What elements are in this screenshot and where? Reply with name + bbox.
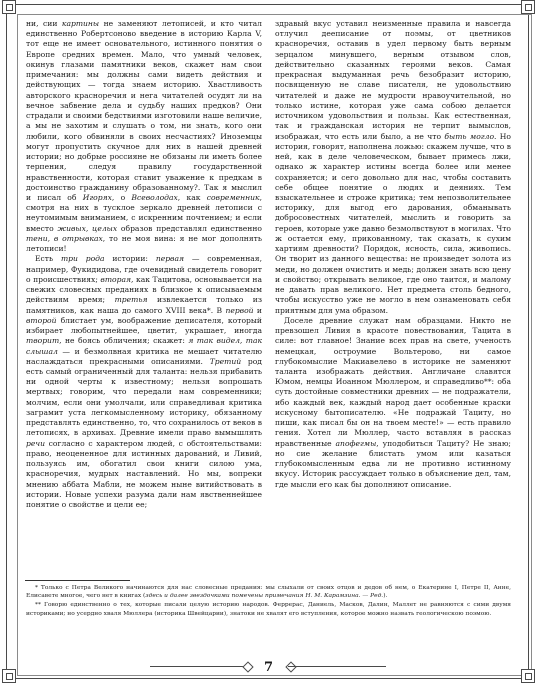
italic-run: картины [61,19,100,28]
footnotes [26,584,511,619]
text-run: ** Говорю единственно о тех, которые писали целую историю народов. Феррерас, Даниель, Масков, Далин, Маллет не равняются с сими двумя историками; но усердно хваля Мюллера (историка Швейцарии), знатоки не хвалят его вступления, которое можно назвать геологическою поэмою. [26,602,511,617]
text-run: блистает ум, воображение деписателя, который избирает любопытнейшее, цветит, украшает, иногда [26,315,262,336]
text-run: согласно с характером людей, с обстоятельствами: право, неоцененное для истинных дарований, и Ливий, пользуясь им, обогатил свои книги силою ума, красноречия, мудрых наставлений. Но мы, вопреки мнению аббата Мабли, не можем ныне витийствовать в истории. Новые успехи разума дали нам явственнейшее понятие о свойстве и цели ее; [26,438,262,510]
corner-ornament-top-right [521,0,535,14]
italic-run: творит [26,336,60,346]
text-run: * Только с Петра Великого начинаются для нас словесные предания: мы слыхали от своих отцов и дедов об нем, о Екатерине I, Петре II, Анне, Елисавете многое, чего нет в книгах ( [26,585,511,600]
text-run: здравый вкус уставил неизменные правила и навсегда отлучил дееписание от поэмы, от цветников красноречия, оставив в удел первому быть верным зерцалом минувшего, верным отзывом слов, действительно сказанных героями веков. Самая прекрасная выдуманная речь безобразит историю, посвященную не славе писателя, не удовольствию читателей и даже не мудрости нравоучительной, но только истине, которая уже сама собою делается источником удовольствия и пользы. Как естественная, так и гражданская история не терпит вымыслов, изображая, что есть или было, а не что [275,19,511,141]
italic-run: речи [26,438,45,448]
paragraph [26,254,262,510]
page-number: 7 [263,660,274,675]
italic-run: апофегмы [335,438,377,448]
text-run: , то не моя вина: я не мог дополнять летописи! [26,233,262,254]
paragraph [26,601,511,617]
text-run: не заменяют летописей, и кто читал единственно Робертсоново введение в историю Карла V, тот еще не имеет основательного, истинного понятия о Европе средних времен. Мало, что умный человек, окинув глазами памятники веков, скажет нам свои примечания: мы должны сами видеть действия и действующих — тогда знаем историю. Хвастливость авторского красноречия и нега читателей осудят ли на вечное забвение дела и судьбу наших предков? Они страдали и своими бедствиями изготовили наше величие, а мы не захотим и слушать о том, ни знать, кого они любили, кого обвиняли в своих несчастиях? Иноземцы могут пропустить скучное для них в нашей древней истории; но добрые россияне не обязаны ли иметь более терпения, следуя правилу государственной нравственности, которая ставит уважение к предкам в достоинство гражданину образованному?. Так я мыслил и писал об [26,19,262,202]
text-run: , не боясь обличения; скажет: [59,336,189,346]
text-run: род есть самый ограниченный для таланта: нельзя прибавить ни одной черты к известному; нельзя вопрошать мертвых; говорим, что передали нам современники; молчим, если они умолчали, или справедливая критика заграмит уста легкомысленному историку, обязанному представлять единственно, то, что сохранилось от веков в летописях, в архивах. Древние имели право вымышлять [26,356,262,438]
text-run: , как [177,192,207,202]
paragraph [275,19,511,316]
italic-run: живых, целых [57,223,118,233]
text-run: Доселе древние служат нам образцами. Никто не превзошел Ливия в красоте повествования, Тацита в силе: вот главное! Знание всех прав на свете, ученость немецкая, остроумие Вольтерово, ни самое глубокомыслие Макиавелево в историке не заменяют таланта изображать действия. Англичане славятся Юмом, немцы Иоанном Мюллером, и справедливо**: оба суть достойные совместники древних — не подражатели, ибо каждый век, каждый народ дает особенные краски искусному бытописателю. «Не подражай Тациту, но пиши, как писал бы он на твоем месте!» — есть правило гения. Хотел ли Мюллер, часто вставляя в рассказ нравственные [275,315,511,448]
italic-run: первая [155,254,185,264]
text-run: образов представлял единственно [117,223,262,233]
italic-run: Третий [209,356,242,366]
text-run: . Но история, говорят, наполнена ложью: скажем лучше, что в ней, как в деле человеческом, бывает примесь лжи, однако ж характер истины всегда более или менее сохраняется; и сего довольно для нас, чтобы составить себе общее понятие о людях и деяниях. Тем взыскательнее и строже критика; тем непозволительнее историку, для выгод его дарования, обманывать добросовестных читателей, мыслить и говорить за героев, которые уже давно безмолвствуют в могилах. Что ж остается ему, прикованному, так сказать, к сухим хартиям древности? Порядок, ясность, сила, живопись. Он творит из данного вещества: не произведет золота из меди, но должен очистить и медь; должен знать всю цену и свойство; открывать великое, где оно таится, и малому не давать прав великого. Нет предмета столь бедного, чтобы искусство уже не могло в нем ознаменовать себя приятным для ума образом. [275,131,511,315]
text-columns [26,19,511,575]
paragraph [26,19,262,254]
paragraph [275,316,511,490]
text-run: истории: [104,254,156,264]
text-run: — современная, например, Фукидидова, где очевидный свидетель говорит о происшествиях; [26,254,262,284]
text-run: ). [383,593,388,600]
italic-run: современник [206,192,260,202]
right-column [275,19,511,575]
footnote-separator [25,580,130,581]
text-run: , уподобиться Тациту? Не знаю; но сие желание блистать умом или казаться глубокомысленным едва ли не противно истинному вкусу. Историк рассуждает только в объяснение дел, там, где мысли его как бы дополняют описание. [275,438,511,489]
text-run: и [253,305,262,315]
text-run: , о [111,192,132,202]
text-run: извлекается только из памятников, как наша до самого XVIII века*. В [26,295,262,315]
corner-ornament-top-left [2,0,16,14]
italic-run: второй [26,315,57,325]
text-run: Есть [35,254,61,264]
italic-run: Игорях [82,192,112,202]
italic-run: здесь и далее звездочками помечены примечания Н. М. Карамзина. — Ред. [145,593,384,600]
italic-run: я так видел, так слышал [26,336,262,356]
left-column [26,19,262,575]
text-run: , смотря на них в тусклое зеркало древней летописи с неутомимым вниманием, с искренним почтением; и если вместо [26,192,262,233]
text-run: — и безмолвная критика не мешает читателю наслаждаться прекрасными описаниями. [26,346,262,366]
text-run: , как Тацитова, основывается на свежих словесных преданиях в близкое к описываемым действиям время; [26,274,262,305]
italic-run: три рода [60,254,105,264]
ornament-line-right [288,666,386,667]
italic-run: быть могло [444,131,495,141]
text-run: ни, сии [26,19,62,28]
italic-run: первой [225,305,254,315]
italic-run: Всеволодах [131,192,178,202]
italic-run: тени, в отрывках [26,233,103,243]
italic-run: третья [114,295,148,305]
italic-run: вторая [100,274,132,284]
paragraph [26,584,511,600]
